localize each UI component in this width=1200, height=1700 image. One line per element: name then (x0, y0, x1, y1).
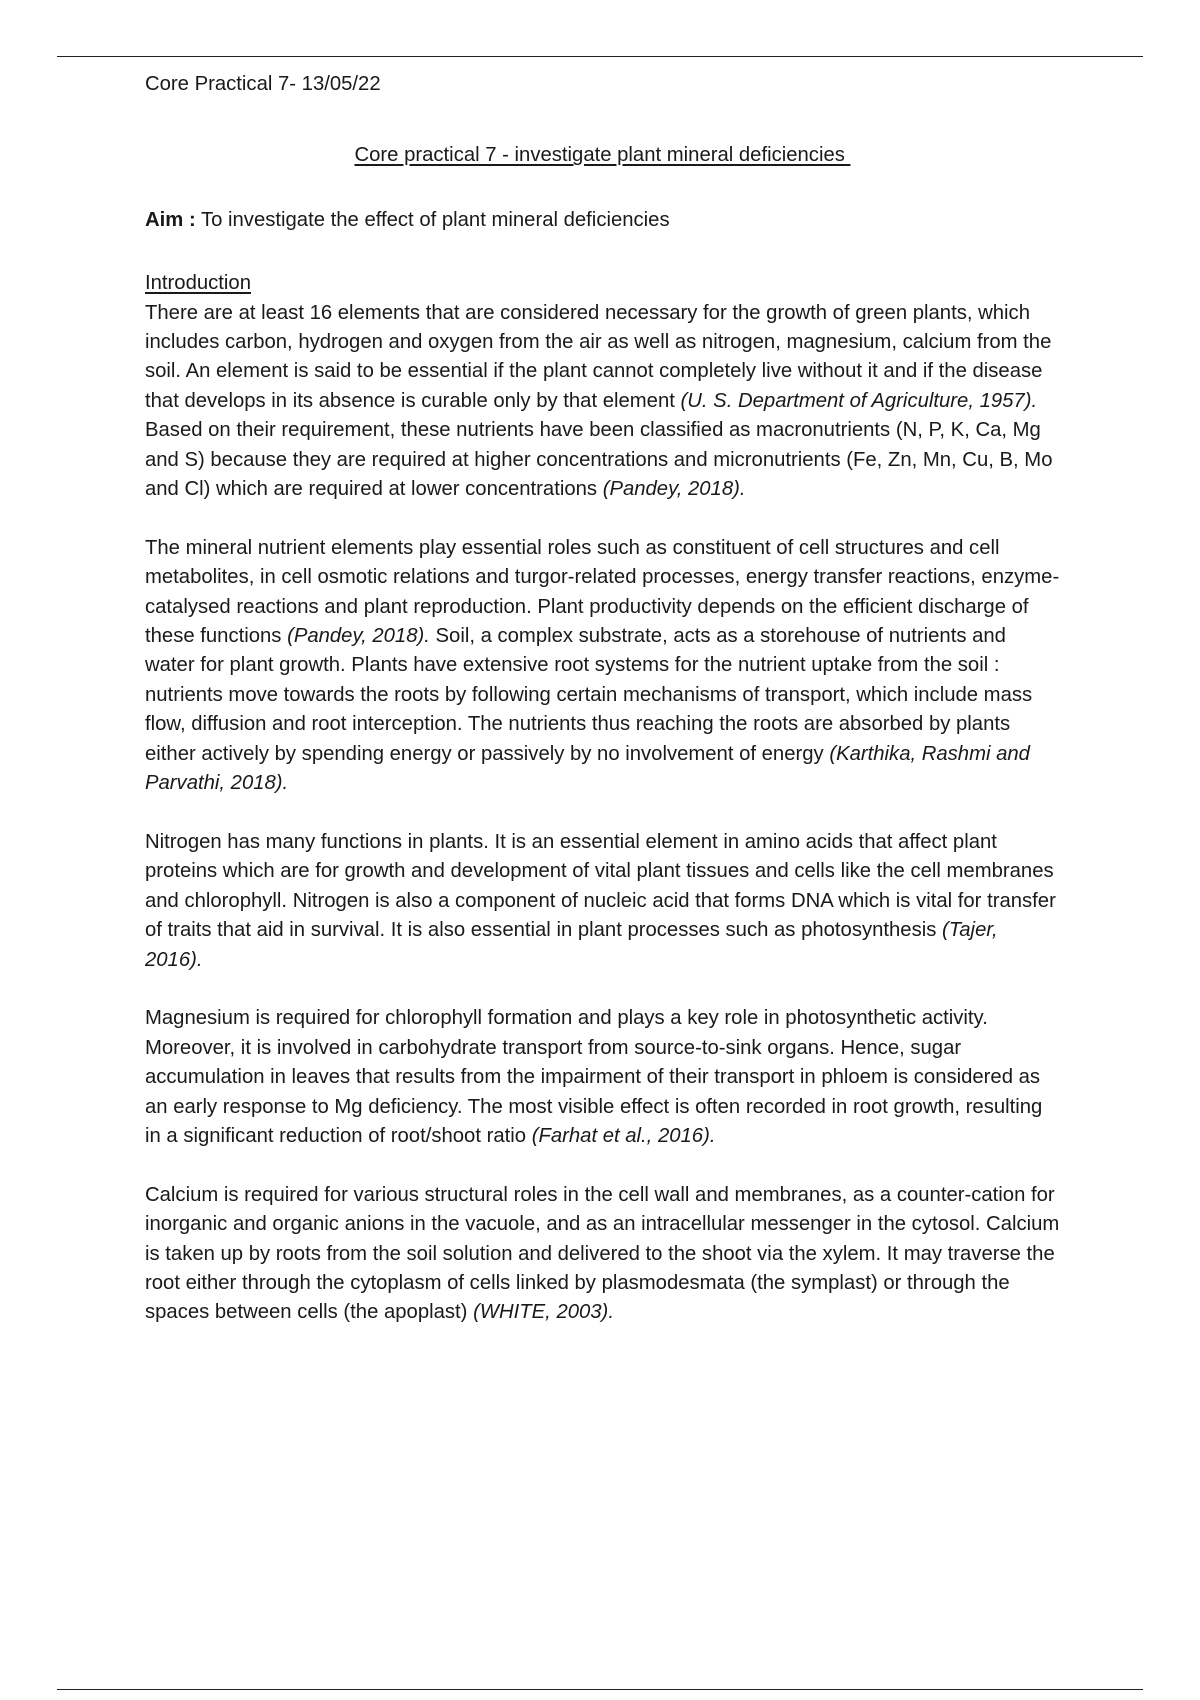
citation: (Farhat et al., 2016). (531, 1124, 716, 1147)
document-header: Core Practical 7- 13/05/22 (145, 73, 381, 95)
paragraph-text: Nitrogen has many functions in plants. It is an essential element in amino acids that affect plant proteins which are for growth and development of vital plant tissues and cells like the cell membranes and chlorophyll. Nitrogen is also a component of nucleic acid that forms DNA which is vital for transfer of traits that aid in survival. It is also essential in plant processes such as photosynthesis (145, 830, 1056, 942)
footer-rule (57, 1689, 1143, 1690)
introduction-heading: Introduction (145, 272, 251, 295)
paragraph-nitrogen (145, 828, 1060, 975)
paragraph-nutrient-roles (145, 534, 1060, 799)
paragraph-text: The mineral nutrient elements play essential roles such as constituent of cell structures and cell metabolites, in cell osmotic relations and turgor-related processes, energy transfer reactions, enzyme-catalysed reactions and plant reproduction. Plant productivity depends on the efficient discharge of these functions (145, 536, 1060, 648)
citation: (Karthika, Rashmi and Parvathi, 2018). (145, 742, 1030, 795)
document-page (145, 70, 1060, 1328)
citation: (Pandey, 2018). (287, 625, 430, 648)
introduction-body (145, 299, 1060, 1328)
paragraph-text: Magnesium is required for chlorophyll formation and plays a key role in photosynthetic activity. Moreover, it is involved in carbohydrate transport from source-to-sink organs. Hence, sugar accumulation in leaves that results from the impairment of their transport in phloem is considered as an early response to Mg deficiency. The most visible effect is often recorded in root growth, resulting in a significant reduction of root/shoot ratio (145, 1007, 1043, 1147)
paragraph-text: Based on their requirement, these nutrients have been classified as macronutrients (N, P, K, Ca, Mg and S) because they are required at higher concentrations and micronutrients (Fe, Zn, Mn, Cu, B, Mo and Cl) which are required at lower concentrations (145, 419, 1053, 501)
paragraph-text: Soil, a complex substrate, acts as a storehouse of nutrients and water for plant growth. Plants have extensive root systems for the nutrient uptake from the soil : nutrients move towards the roots by following certain mechanisms of transport, which include mass flow, diffusion and root interception. The nutrients thus reaching the roots are absorbed by plants either actively by spending energy or passively by no involvement of energy (145, 625, 1033, 765)
citation: (WHITE, 2003). (473, 1301, 614, 1324)
citation: (Pandey, 2018). (602, 478, 746, 501)
paragraph-essential-elements (145, 299, 1060, 505)
citation: (U. S. Department of Agriculture, 1957). (680, 389, 1038, 412)
paragraph-magnesium (145, 1004, 1060, 1151)
paragraph-text: Calcium is required for various structural roles in the cell wall and membranes, as a counter-cation for inorganic and organic anions in the vacuole, and as an intracellular messenger in the cytosol. Calcium is taken up by roots from the soil solution and delivered to the shoot via the xylem. It may traverse the root either through the cytoplasm of cells linked by plasmodesmata (the symplast) or through the spaces between cells (the apoplast) (145, 1183, 1060, 1324)
aim-statement (145, 206, 1060, 235)
aim-text: To investigate the effect of plant mineral deficiencies (195, 208, 670, 231)
citation: (Tajer, 2016). (145, 919, 998, 971)
header-rule (57, 56, 1143, 57)
aim-label: Aim : (145, 208, 196, 231)
document-title: Core practical 7 - investigate plant mineral deficiencies (354, 144, 851, 167)
paragraph-text: There are at least 16 elements that are considered necessary for the growth of green plants, which includes carbon, hydrogen and oxygen from the air as well as nitrogen, magnesium, calcium from the soil. An element is said to be essential if the plant cannot completely live without it and if the disease that develops in its absence is curable only by that element (145, 301, 1052, 412)
paragraph-calcium (145, 1181, 1060, 1328)
